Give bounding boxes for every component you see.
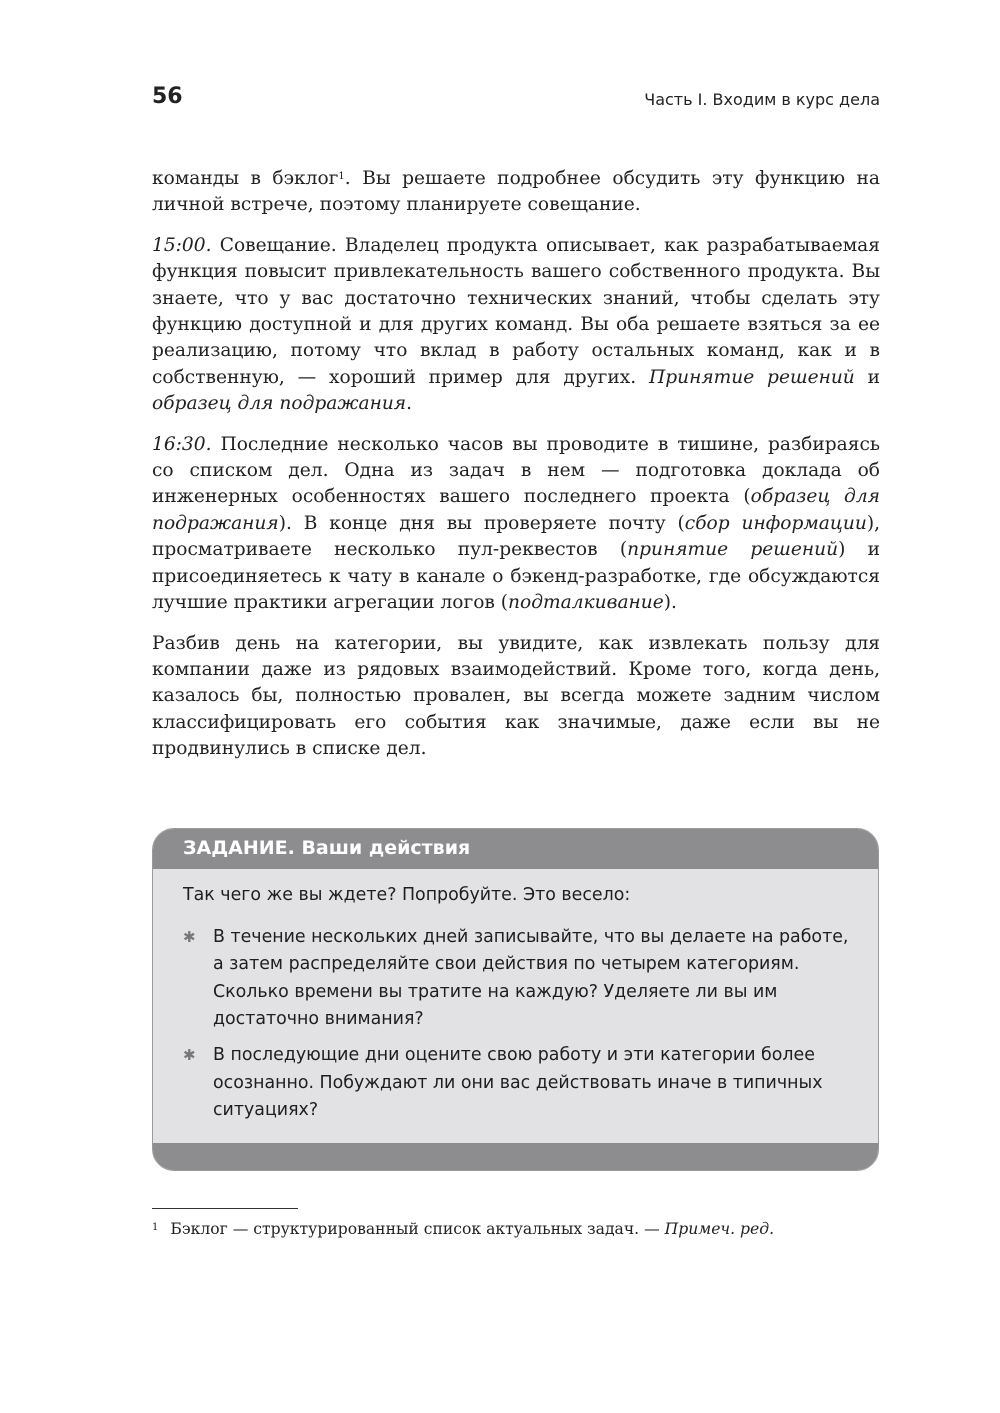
paragraph-text: ). <box>663 592 677 614</box>
paragraph-2 <box>152 233 880 418</box>
footnote-mark: 1 <box>152 1222 159 1233</box>
task-box-title: ЗАДАНИЕ. Ваши действия <box>183 837 471 859</box>
category-term: Принятие решений <box>648 366 855 388</box>
paragraph-text: Последние несколько часов вы проводите в тишине, разбираясь со списком дел. Одна из задач в нем — подготовка доклада об инженерных особенностях вашего последнего проекта ( <box>152 433 880 508</box>
paragraph-3 <box>152 432 880 617</box>
paragraph-4: Разбив день на категории, вы увидите, как извлекать пользу для компании даже из рядовых взаимодействий. Кроме того, когда день, казалось бы, полностью провален, вы всегда можете задним числом классифицировать его события как значимые, даже если вы не продвинулись в списке дел. <box>152 632 880 760</box>
task-item-text: В течение нескольких дней записывайте, что вы делаете на работе, а затем распределяйте свои действия по четырем категориям. Сколько времени вы тратите на каждую? Уделяете ли вы им достаточно внимания? <box>213 926 849 1030</box>
footnote-divider <box>152 1208 298 1209</box>
paragraph-text: . Вы решаете подробнее обсудить эту функцию на личной встрече, поэтому планируете совещание. <box>152 168 880 216</box>
running-head <box>152 84 880 116</box>
task-box <box>152 828 879 1171</box>
paragraph-text: команды в бэклог <box>152 168 339 189</box>
category-term: сбор информации <box>684 512 867 534</box>
footnote <box>152 1218 880 1240</box>
asterisk-bullet-icon: ✱ <box>183 1045 196 1064</box>
time-stamp: 15:00. <box>152 234 212 256</box>
category-term: подталкивание <box>508 592 664 614</box>
task-item <box>183 1042 853 1125</box>
footnote-text: Бэклог — структурированный список актуальных задач. — <box>170 1220 665 1238</box>
category-term: образец для подражания <box>152 393 407 415</box>
task-intro: Так чего же вы ждете? Попробуйте. Это весело: <box>183 885 631 905</box>
time-stamp: 16:30. <box>152 433 212 455</box>
paragraph-text: ), просматриваете несколько пул-реквестов ( <box>152 512 880 561</box>
page-number: 56 <box>152 84 183 109</box>
paragraph-1 <box>152 166 880 219</box>
task-item-text: В последующие дни оцените свою работу и эти категории более осознанно. Побуждают ли они вас действовать иначе в типичных ситуациях? <box>213 1044 823 1121</box>
running-title: Часть I. Входим в курс дела <box>644 90 880 109</box>
category-term: принятие решений <box>627 539 839 561</box>
task-item <box>183 924 853 1034</box>
body-text <box>152 166 880 777</box>
paragraph-text: ) и присоединяетесь к чату в канале о бэкенд-разработке, где обсуждаются лучшие практики агрегации логов ( <box>152 539 881 614</box>
paragraph-text: и <box>854 366 880 388</box>
paragraph-text: . <box>406 393 413 415</box>
editor-note: Примеч. ред. <box>664 1220 775 1238</box>
task-box-body <box>183 882 853 1133</box>
paragraph-text: Совещание. Владелец продукта описывает, как разрабатываемая функция повысит привлекательность вашего собственного продукта. Вы знаете, что у вас достаточно технических знаний, чтобы сделать эту функцию доступной и для других команд. Вы оба решаете взяться за ее реализацию, потому что вклад в работу остальных команд, как и в собственную, — хороший пример для других. <box>152 234 880 388</box>
task-box-header <box>153 829 878 869</box>
task-box-footer <box>153 1143 878 1170</box>
asterisk-bullet-icon: ✱ <box>183 927 196 946</box>
footnote-reference: 1 <box>338 171 345 182</box>
task-list <box>183 924 853 1125</box>
category-term: образец для подражания <box>152 486 880 534</box>
paragraph-text: ). В конце дня вы проверяете почту ( <box>278 512 685 534</box>
